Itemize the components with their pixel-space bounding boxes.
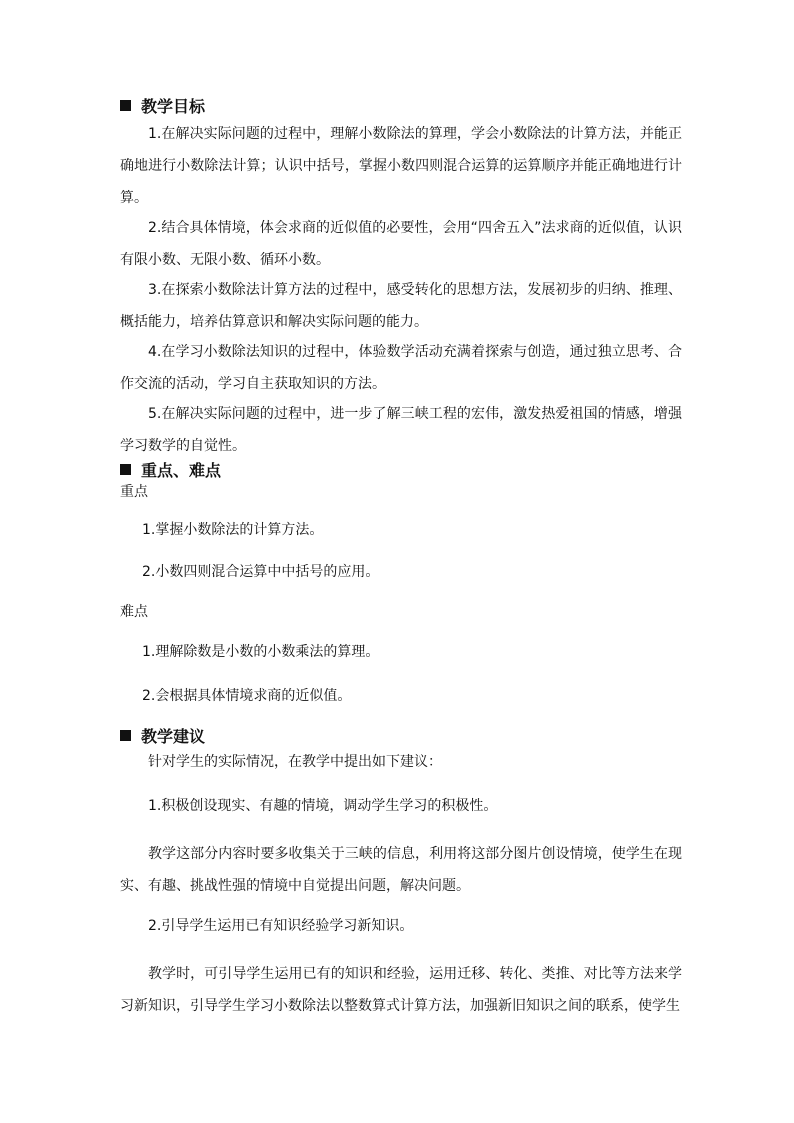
suggestion-item-2: 2.引导学生运用已有知识经验学习新知识。 xyxy=(148,918,414,934)
difficult-item-1: 1.理解除数是小数的小数乘法的算理。 xyxy=(142,644,380,660)
key-item-2: 2.小数四则混合运算中中括号的应用。 xyxy=(142,564,380,580)
key-item-1: 1.掌握小数除法的计算方法。 xyxy=(142,522,324,538)
goal-item-4: 4.在学习小数除法知识的过程中，体验数学活动充满着探索与创造，通过独立思考、合作交流的活动，学习自主获取知识的方法。 xyxy=(120,344,682,392)
goal-item-1: 1.在解决实际问题的过程中，理解小数除法的算理，学会小数除法的计算方法，并能正确地进行小数除法计算；认识中括号，掌握小数四则混合运算的运算顺序并能正确地进行计算。 xyxy=(120,126,682,206)
suggestions-intro: 针对学生的实际情况，在教学中提出如下建议： xyxy=(148,754,442,770)
goal-item-5: 5.在解决实际问题的过程中，进一步了解三峡工程的宏伟，激发热爱祖国的情感，增强学习数学的自觉性。 xyxy=(120,406,682,454)
goal-item-2: 2.结合具体情境，体会求商的近似值的必要性，会用“四舍五入”法求商的近似值，认识有限小数、无限小数、循环小数。 xyxy=(120,220,682,268)
suggestion-paragraph-1: 教学这部分内容时要多收集关于三峡的信息，利用将这部分图片创设情境，使学生在现实、有趣、挑战性强的情境中自觉提出问题，解决问题。 xyxy=(120,846,682,894)
section-heading-key-points: 重点、难点 xyxy=(120,460,221,482)
difficult-item-2: 2.会根据具体情境求商的近似值。 xyxy=(142,688,352,704)
section-heading-goals: 教学目标 xyxy=(120,96,205,118)
square-bullet-icon xyxy=(120,464,131,475)
key-label: 重点 xyxy=(120,484,148,500)
section-heading-suggestions: 教学建议 xyxy=(120,726,205,748)
suggestion-paragraph-2: 教学时，可引导学生运用已有的知识和经验，运用迁移、转化、类推、对比等方法来学习新知识，引导学生学习小数除法以整数算式计算方法，加强新旧知识之间的联系，使学生 xyxy=(120,966,682,1014)
square-bullet-icon xyxy=(120,100,131,111)
difficult-label: 难点 xyxy=(120,604,148,620)
square-bullet-icon xyxy=(120,730,131,741)
goal-item-3: 3.在探索小数除法计算方法的过程中，感受转化的思想方法，发展初步的归纳、推理、概括能力，培养估算意识和解决实际问题的能力。 xyxy=(120,282,682,330)
suggestion-item-1: 1.积极创设现实、有趣的情境，调动学生学习的积极性。 xyxy=(148,798,498,814)
